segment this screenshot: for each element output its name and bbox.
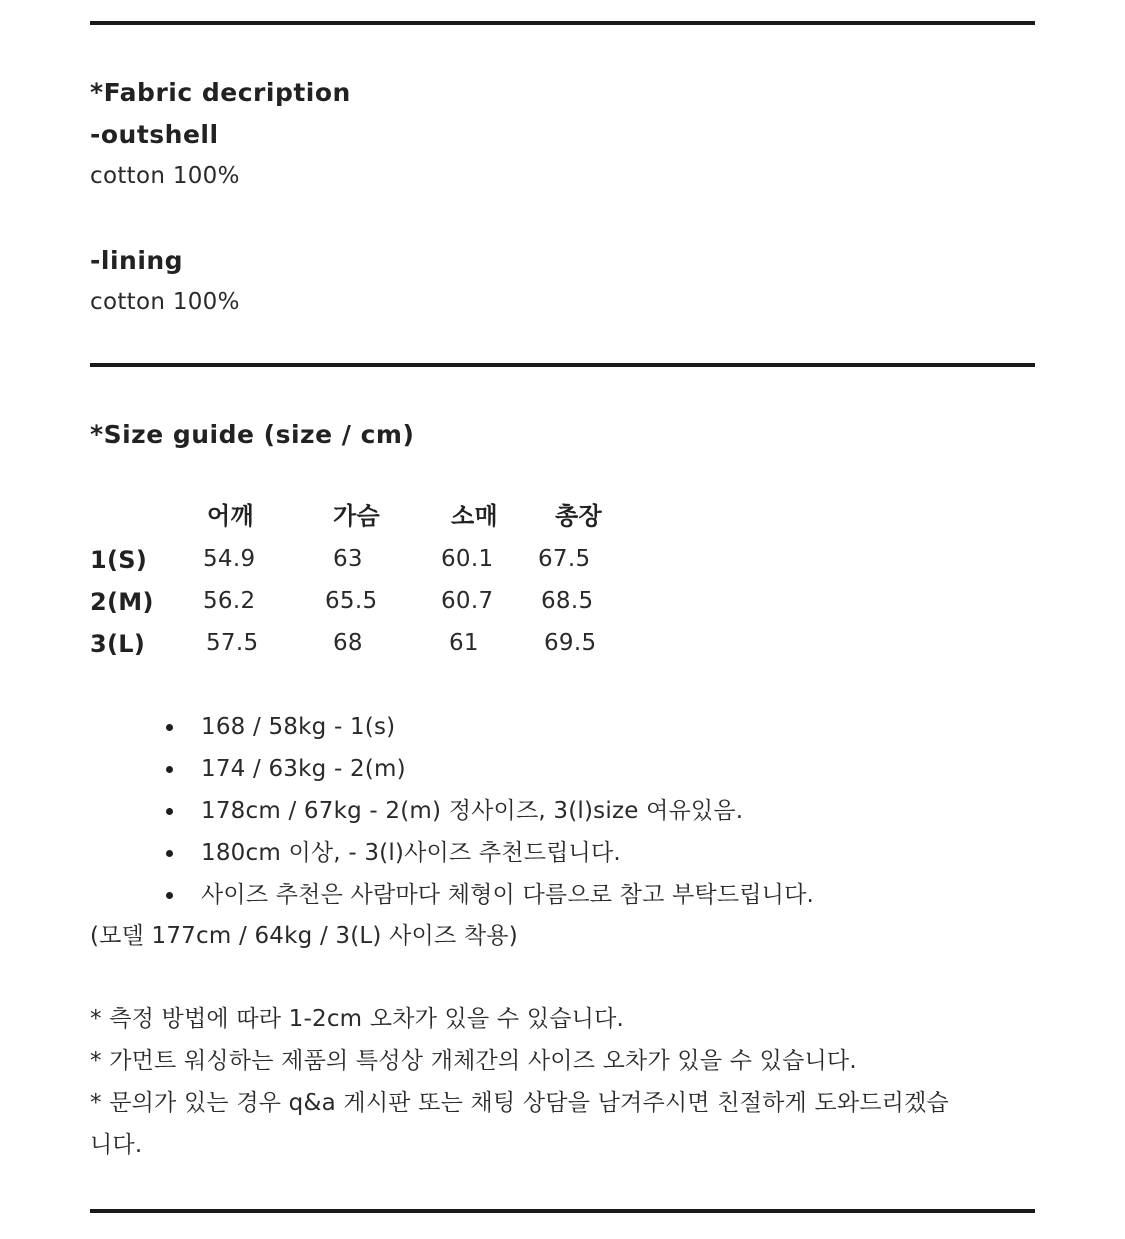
- table-cell: 67.5: [538, 546, 591, 572]
- table-cell: 60.7: [441, 588, 494, 614]
- row-header-size: 1(S): [90, 546, 148, 574]
- table-cell: 63: [333, 546, 363, 572]
- table-cell: 65.5: [325, 588, 378, 614]
- divider-bottom: [90, 1209, 1035, 1213]
- lining-value: cotton 100%: [90, 289, 240, 315]
- table-cell: 56.2: [203, 588, 256, 614]
- table-cell: 57.5: [206, 630, 259, 656]
- divider-top: [90, 21, 1035, 25]
- notice-line: 니다.: [90, 1132, 143, 1158]
- outshell-value: cotton 100%: [90, 163, 240, 189]
- divider-middle: [90, 363, 1035, 367]
- notice-line: * 측정 방법에 따라 1-2cm 오차가 있을 수 있습니다.: [90, 1006, 625, 1032]
- bullet-icon: [166, 724, 173, 731]
- table-cell: 60.1: [441, 546, 494, 572]
- bullet-icon: [166, 808, 173, 815]
- model-note: (모델 177cm / 64kg / 3(L) 사이즈 착용): [90, 923, 518, 949]
- fabric-title: *Fabric decription: [90, 78, 351, 107]
- lining-label: -lining: [90, 246, 184, 275]
- table-cell: 61: [449, 630, 479, 656]
- list-item-text: 174 / 63kg - 2(m): [201, 756, 406, 782]
- column-header-shoulder: 어깨: [207, 502, 254, 530]
- table-cell: 68: [333, 630, 363, 656]
- bullet-icon: [166, 766, 173, 773]
- outshell-label: -outshell: [90, 120, 219, 149]
- row-header-size: 2(M): [90, 588, 154, 616]
- table-cell: 69.5: [544, 630, 597, 656]
- notice-line: * 가먼트 워싱하는 제품의 특성상 개체간의 사이즈 오차가 있을 수 있습니다.: [90, 1048, 857, 1074]
- list-item-text: 180cm 이상, - 3(l)사이즈 추천드립니다.: [201, 840, 621, 866]
- row-header-size: 3(L): [90, 630, 146, 658]
- list-item-text: 178cm / 67kg - 2(m) 정사이즈, 3(l)size 여유있음.: [201, 798, 744, 824]
- column-header-chest: 가슴: [333, 502, 380, 530]
- notice-line: * 문의가 있는 경우 q&a 게시판 또는 채팅 상담을 남겨주시면 친절하게 도와드리겠습: [90, 1090, 949, 1116]
- list-item-text: 168 / 58kg - 1(s): [201, 714, 396, 740]
- bullet-icon: [166, 892, 173, 899]
- column-header-sleeve: 소매: [451, 502, 498, 530]
- column-header-length: 총장: [555, 502, 602, 530]
- size-guide-title: *Size guide (size / cm): [90, 420, 415, 449]
- table-cell: 54.9: [203, 546, 256, 572]
- bullet-icon: [166, 850, 173, 857]
- table-cell: 68.5: [541, 588, 594, 614]
- list-item-text: 사이즈 추천은 사람마다 체형이 다름으로 참고 부탁드립니다.: [201, 882, 815, 908]
